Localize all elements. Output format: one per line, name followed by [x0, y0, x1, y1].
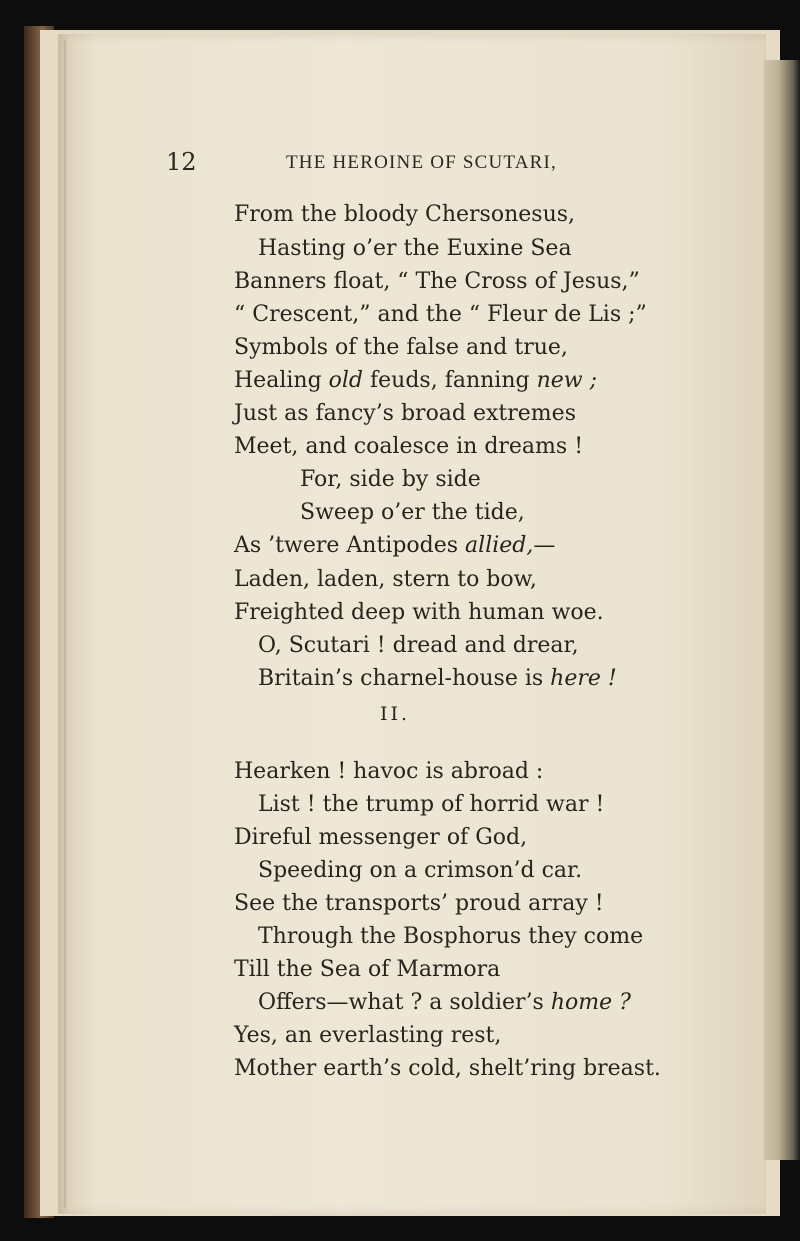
poem-line-1-6: Healing old feuds, fanning new ;: [234, 368, 598, 393]
page-edge-right: [764, 60, 800, 1160]
page-number: 12: [166, 148, 197, 176]
poem-line-2-4: Speeding on a crimson’d car.: [258, 858, 583, 883]
gutter-shadow: [64, 40, 66, 1208]
poem-line-1-7: Just as fancy’s broad extremes: [234, 401, 576, 426]
poem-line-1-13: Freighted deep with human woe.: [234, 600, 604, 625]
poem-line-2-2: List ! the trump of horrid war !: [258, 792, 605, 817]
poem-line-2-1: Hearken ! havoc is abroad :: [234, 759, 544, 784]
poem-line-1-3: Banners float, “ The Cross of Jesus,”: [234, 269, 640, 294]
poem-line-2-6: Through the Bosphorus they come: [258, 924, 644, 949]
poem-line-1-1: From the bloody Chersonesus,: [234, 202, 576, 227]
poem-line-1-10: Sweep o’er the tide,: [300, 500, 525, 525]
poem-line-1-11: As ’twere Antipodes allied,—: [234, 533, 556, 558]
poem-line-1-9: For, side by side: [300, 467, 481, 492]
poem-line-2-8: Offers—what ? a soldier’s home ?: [258, 990, 631, 1015]
poem-line-2-10: Mother earth’s cold, shelt’ring breast.: [234, 1056, 661, 1081]
poem-line-1-8: Meet, and coalesce in dreams !: [234, 434, 584, 459]
poem-line-1-5: Symbols of the false and true,: [234, 335, 568, 360]
poem-line-1-14: O, Scutari ! dread and drear,: [258, 633, 579, 658]
poem-line-1-15: Britain’s charnel-house is here !: [258, 666, 617, 691]
poem-line-1-4: “ Crescent,” and the “ Fleur de Lis ;”: [234, 302, 647, 327]
poem-line-1-2: Hasting o’er the Euxine Sea: [258, 236, 572, 261]
poem-line-2-9: Yes, an everlasting rest,: [234, 1023, 502, 1048]
section-heading: II.: [380, 703, 411, 725]
running-head: THE HEROINE OF SCUTARI,: [286, 152, 557, 173]
poem-line-1-12: Laden, laden, stern to bow,: [234, 567, 537, 592]
poem-line-2-5: See the transports’ proud array !: [234, 891, 604, 916]
poem-line-2-3: Direful messenger of God,: [234, 825, 528, 850]
poem-line-2-7: Till the Sea of Marmora: [234, 957, 501, 982]
